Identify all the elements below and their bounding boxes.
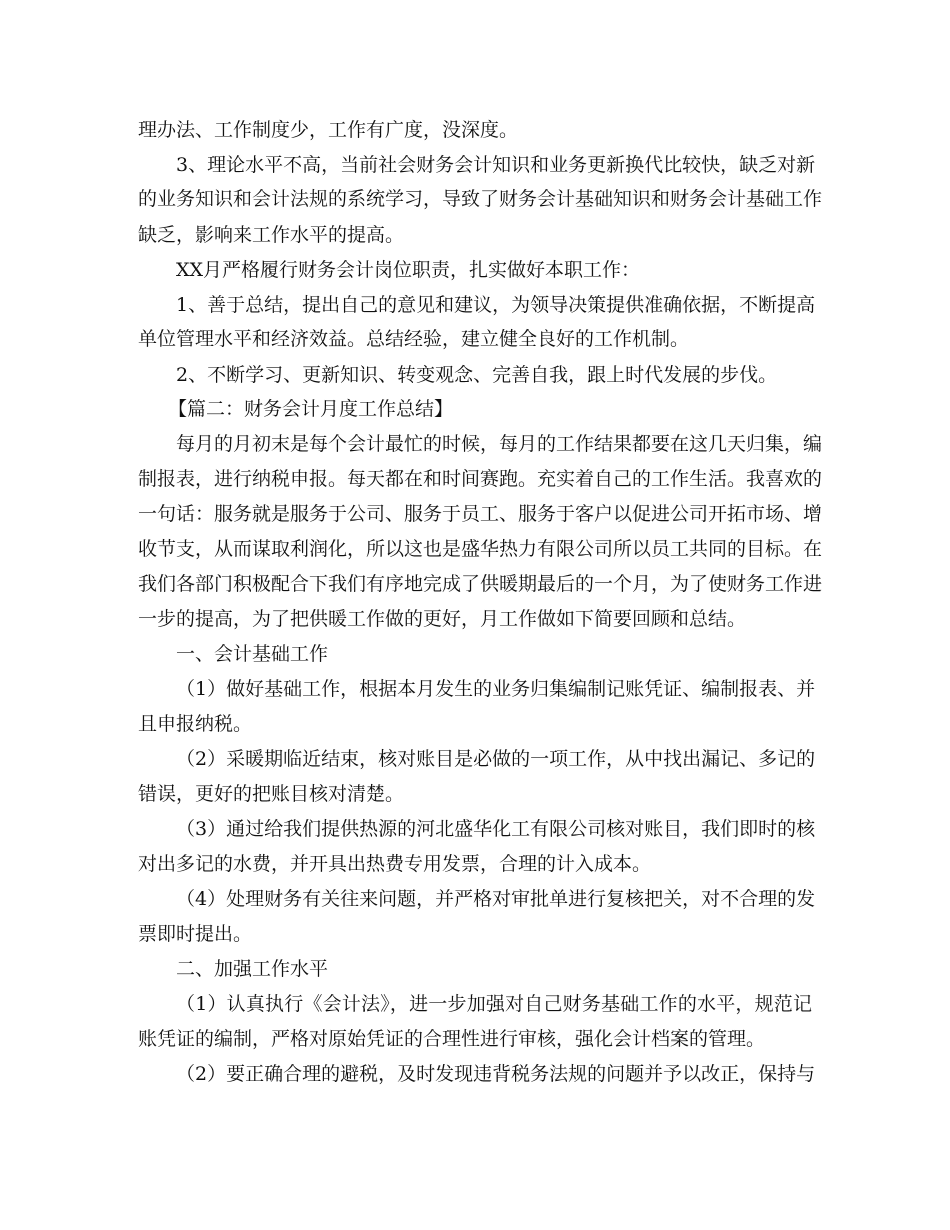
text-line: （1）做好基础工作，根据本月发生的业务归集编制记账凭证、编制报表、并 (176, 678, 816, 700)
text-line: 每月的月初末是每个会计最忙的时候，每月的工作结果都要在这几天归集，编 (176, 433, 823, 455)
text-line: 对出多记的水费，并开具出热费专用发票，合理的计入成本。 (138, 853, 652, 875)
text-line: 理办法、工作制度少，工作有广度，没深度。 (138, 119, 519, 141)
text-line: 单位管理水平和经济效益。总结经验，建立健全良好的工作机制。 (138, 328, 690, 350)
text-line: 2、不断学习、更新知识、转变观念、完善自我，跟上时代发展的步伐。 (176, 364, 778, 386)
text-line: 3、理论水平不高，当前社会财务会计知识和业务更新换代比较快，缺乏对新 (176, 154, 816, 176)
text-line: 收节支，从而谋取利润化，所以这也是盛华热力有限公司所以员工共同的目标。在 (138, 538, 823, 560)
text-line: 制报表，进行纳税申报。每天都在和时间赛跑。充实着自己的工作生活。我喜欢的 (138, 468, 823, 490)
text-line: 且申报纳税。 (138, 713, 253, 735)
section-heading: 二、加强工作水平 (176, 958, 329, 980)
text-line: 一步的提高，为了把供暖工作做的更好，月工作做如下简要回顾和总结。 (138, 608, 747, 630)
text-line: 错误，更好的把账目核对清楚。 (138, 783, 405, 805)
text-line: （3）通过给我们提供热源的河北盛华化工有限公司核对账目，我们即时的核 (176, 818, 816, 840)
text-line: 账凭证的编制，严格对原始凭证的合理性进行审核，强化会计档案的管理。 (138, 1028, 766, 1050)
text-line: 票即时提出。 (138, 923, 253, 945)
text-line: 我们各部门积极配合下我们有序地完成了供暖期最后的一个月，为了使财务工作进 (138, 573, 823, 595)
text-line: XX月严格履行财务会计岗位职责，扎实做好本职工作： (176, 259, 641, 281)
text-line: （2）要正确合理的避税，及时发现违背税务法规的问题并予以改正，保持与 (176, 1063, 816, 1085)
text-line: （4）处理财务有关往来问题，并严格对审批单进行复核把关，对不合理的发 (176, 888, 816, 910)
text-line: （1）认真执行《会计法》，进一步加强对自己财务基础工作的水平，规范记 (176, 993, 812, 1015)
text-line: 的业务知识和会计法规的系统学习，导致了财务会计基础知识和财务会计基础工作 (138, 188, 823, 210)
text-line: 1、善于总结，提出自己的意见和建议，为领导决策提供准确依据，不断提高 (176, 294, 816, 316)
text-line: （2）采暖期临近结束，核对账目是必做的一项工作，从中找出漏记、多记的 (176, 748, 816, 770)
section-heading: 【篇二：财务会计月度工作总结】 (168, 398, 454, 420)
text-line: 一句话：服务就是服务于公司、服务于员工、服务于客户以促进公司开拓市场、增 (138, 503, 823, 525)
section-heading: 一、会计基础工作 (176, 643, 329, 665)
text-line: 缺乏，影响来工作水平的提高。 (138, 224, 405, 246)
